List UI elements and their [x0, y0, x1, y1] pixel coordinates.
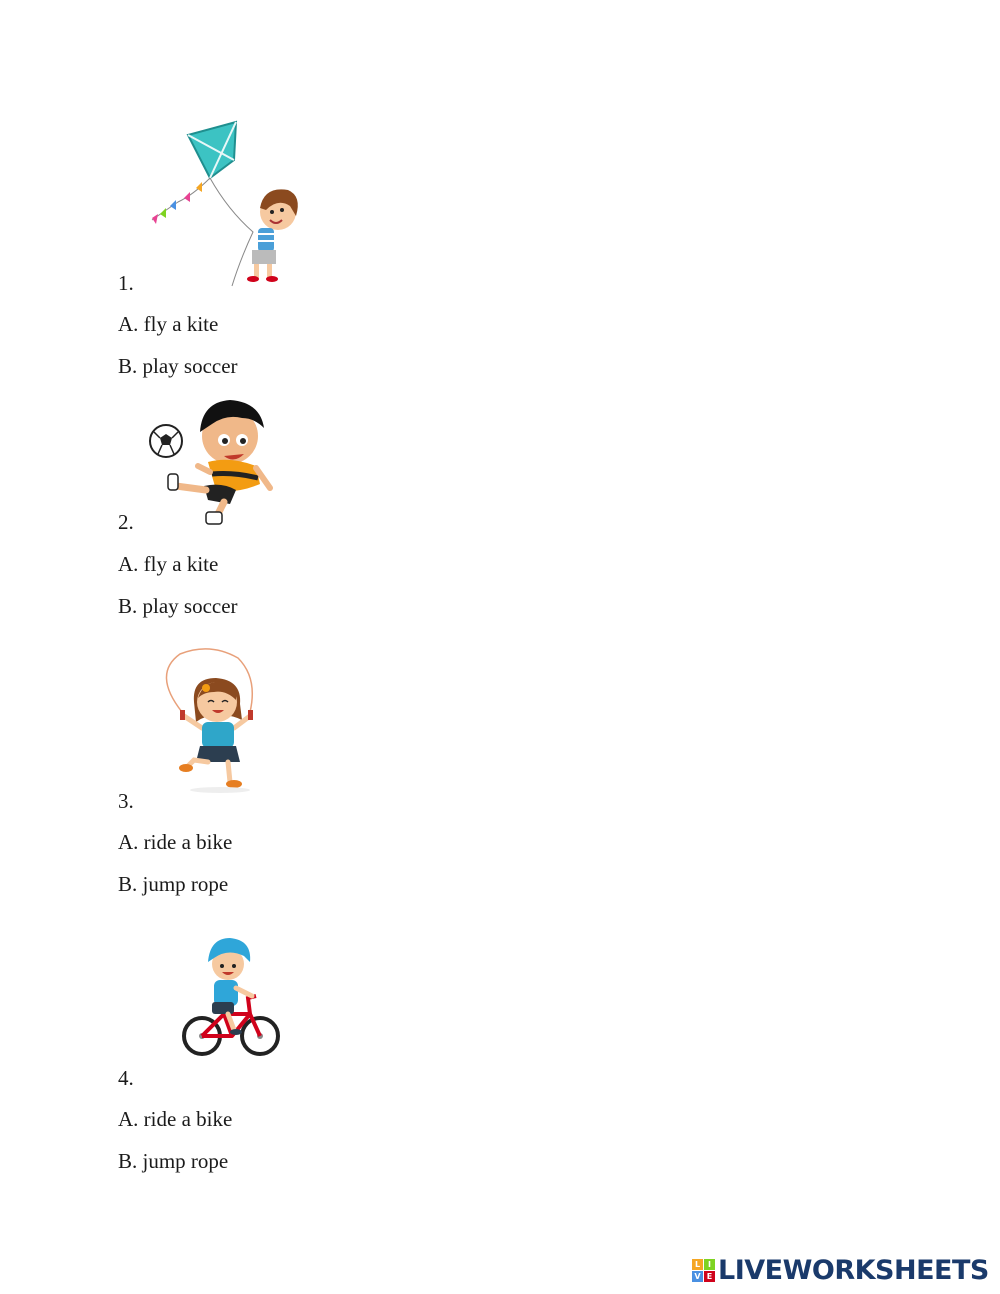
answer-option-a[interactable]: A. ride a bike	[118, 1107, 233, 1131]
bike-illustration	[178, 934, 282, 1060]
logo-block: L	[692, 1259, 703, 1270]
question-number: 4.	[118, 1066, 134, 1090]
jump-rope-illustration	[150, 644, 260, 796]
answer-option-a[interactable]: A. fly a kite	[118, 552, 219, 576]
logo-blocks-icon	[692, 1259, 715, 1282]
answer-option-b[interactable]: B. jump rope	[118, 1149, 229, 1173]
liveworksheets-logo	[692, 1255, 989, 1285]
logo-block: E	[704, 1271, 715, 1282]
soccer-illustration	[146, 394, 276, 530]
question-number: 2.	[118, 510, 134, 534]
logo-text: LIVEWORKSHEETS	[718, 1254, 989, 1286]
answer-option-b[interactable]: B. play soccer	[118, 594, 238, 618]
logo-block: V	[692, 1271, 703, 1282]
kite-illustration	[148, 120, 308, 290]
logo-block: I	[704, 1259, 715, 1270]
question-number: 3.	[118, 789, 134, 813]
answer-option-b[interactable]: B. jump rope	[118, 872, 229, 896]
answer-option-b[interactable]: B. play soccer	[118, 354, 238, 378]
question-number: 1.	[118, 271, 134, 295]
answer-option-a[interactable]: A. fly a kite	[118, 312, 219, 336]
answer-option-a[interactable]: A. ride a bike	[118, 830, 233, 854]
